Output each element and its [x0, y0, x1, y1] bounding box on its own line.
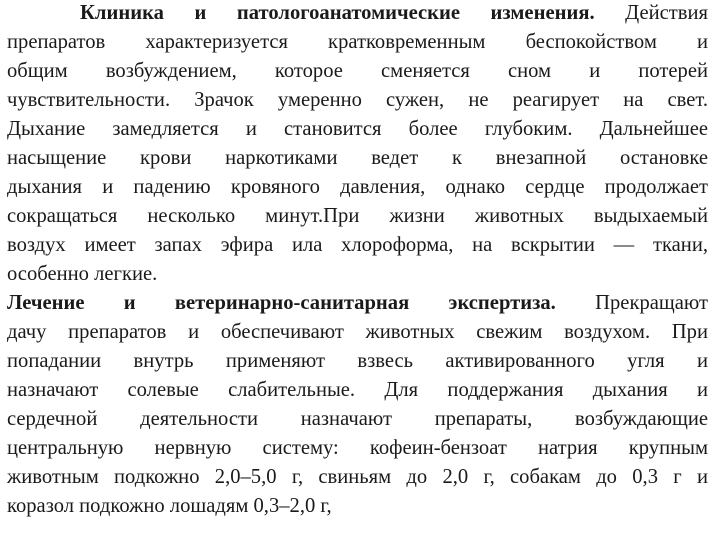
paragraph-treatment-line-6: центральную нервную систему: кофеин-бензоат натрия крупным [7, 437, 708, 459]
paragraph-clinic-line-9: воздух имеет запах эфира ила хлороформа, на вскрытии — ткани, [7, 234, 708, 256]
paragraph-treatment-line-8: коразол подкожно лошадям 0,3–2,0 г, [7, 495, 332, 517]
clinic-heading: Клиника и патологоанатомические изменения. [80, 2, 595, 24]
paragraph-clinic-line-5: Дыхание замедляется и становится более глубоким. Дальнейшее [7, 118, 708, 140]
document-page [7, 0, 708, 540]
paragraph-clinic-line-10: особенно легкие. [7, 263, 158, 285]
clinic-line-1-text: Действия [594, 2, 708, 24]
paragraph-treatment-line-5: сердечной деятельности назначают препараты, возбуждающие [7, 408, 708, 430]
paragraph-clinic-line-7: дыхания и падению кровяного давления, однако сердце продолжает [7, 176, 708, 198]
treatment-line-1-text: Прекращают [555, 292, 708, 314]
paragraph-treatment-line-1 [7, 290, 708, 317]
paragraph-clinic-line-2: препаратов характеризуется кратковременным беспокойством и [7, 31, 708, 53]
paragraph-treatment-line-2: дачу препаратов и обеспечивают животных свежим воздухом. При [7, 321, 708, 343]
treatment-heading: Лечение и ветеринарно-санитарная экспертиза. [7, 292, 556, 314]
paragraph-clinic-line-6: насыщение крови наркотиками ведет к внезапной остановке [7, 147, 708, 169]
paragraph-clinic-line-3: общим возбуждением, которое сменяется сном и потерей [7, 60, 708, 82]
paragraph-treatment-line-4: назначают солевые слабительные. Для поддержания дыхания и [7, 379, 708, 401]
paragraph-clinic-line-8: сокращаться несколько минут.При жизни животных выдыхаемый [7, 205, 708, 227]
paragraph-clinic-line-1 [7, 0, 708, 27]
paragraph-treatment-line-3: попадании внутрь применяют взвесь активированного угля и [7, 350, 708, 372]
paragraph-clinic-line-4: чувствительности. Зрачок умеренно сужен, не реагирует на свет. [7, 89, 708, 111]
paragraph-treatment-line-7: животным подкожно 2,0–5,0 г, свиньям до 2,0 г, собакам до 0,3 г и [7, 466, 708, 488]
